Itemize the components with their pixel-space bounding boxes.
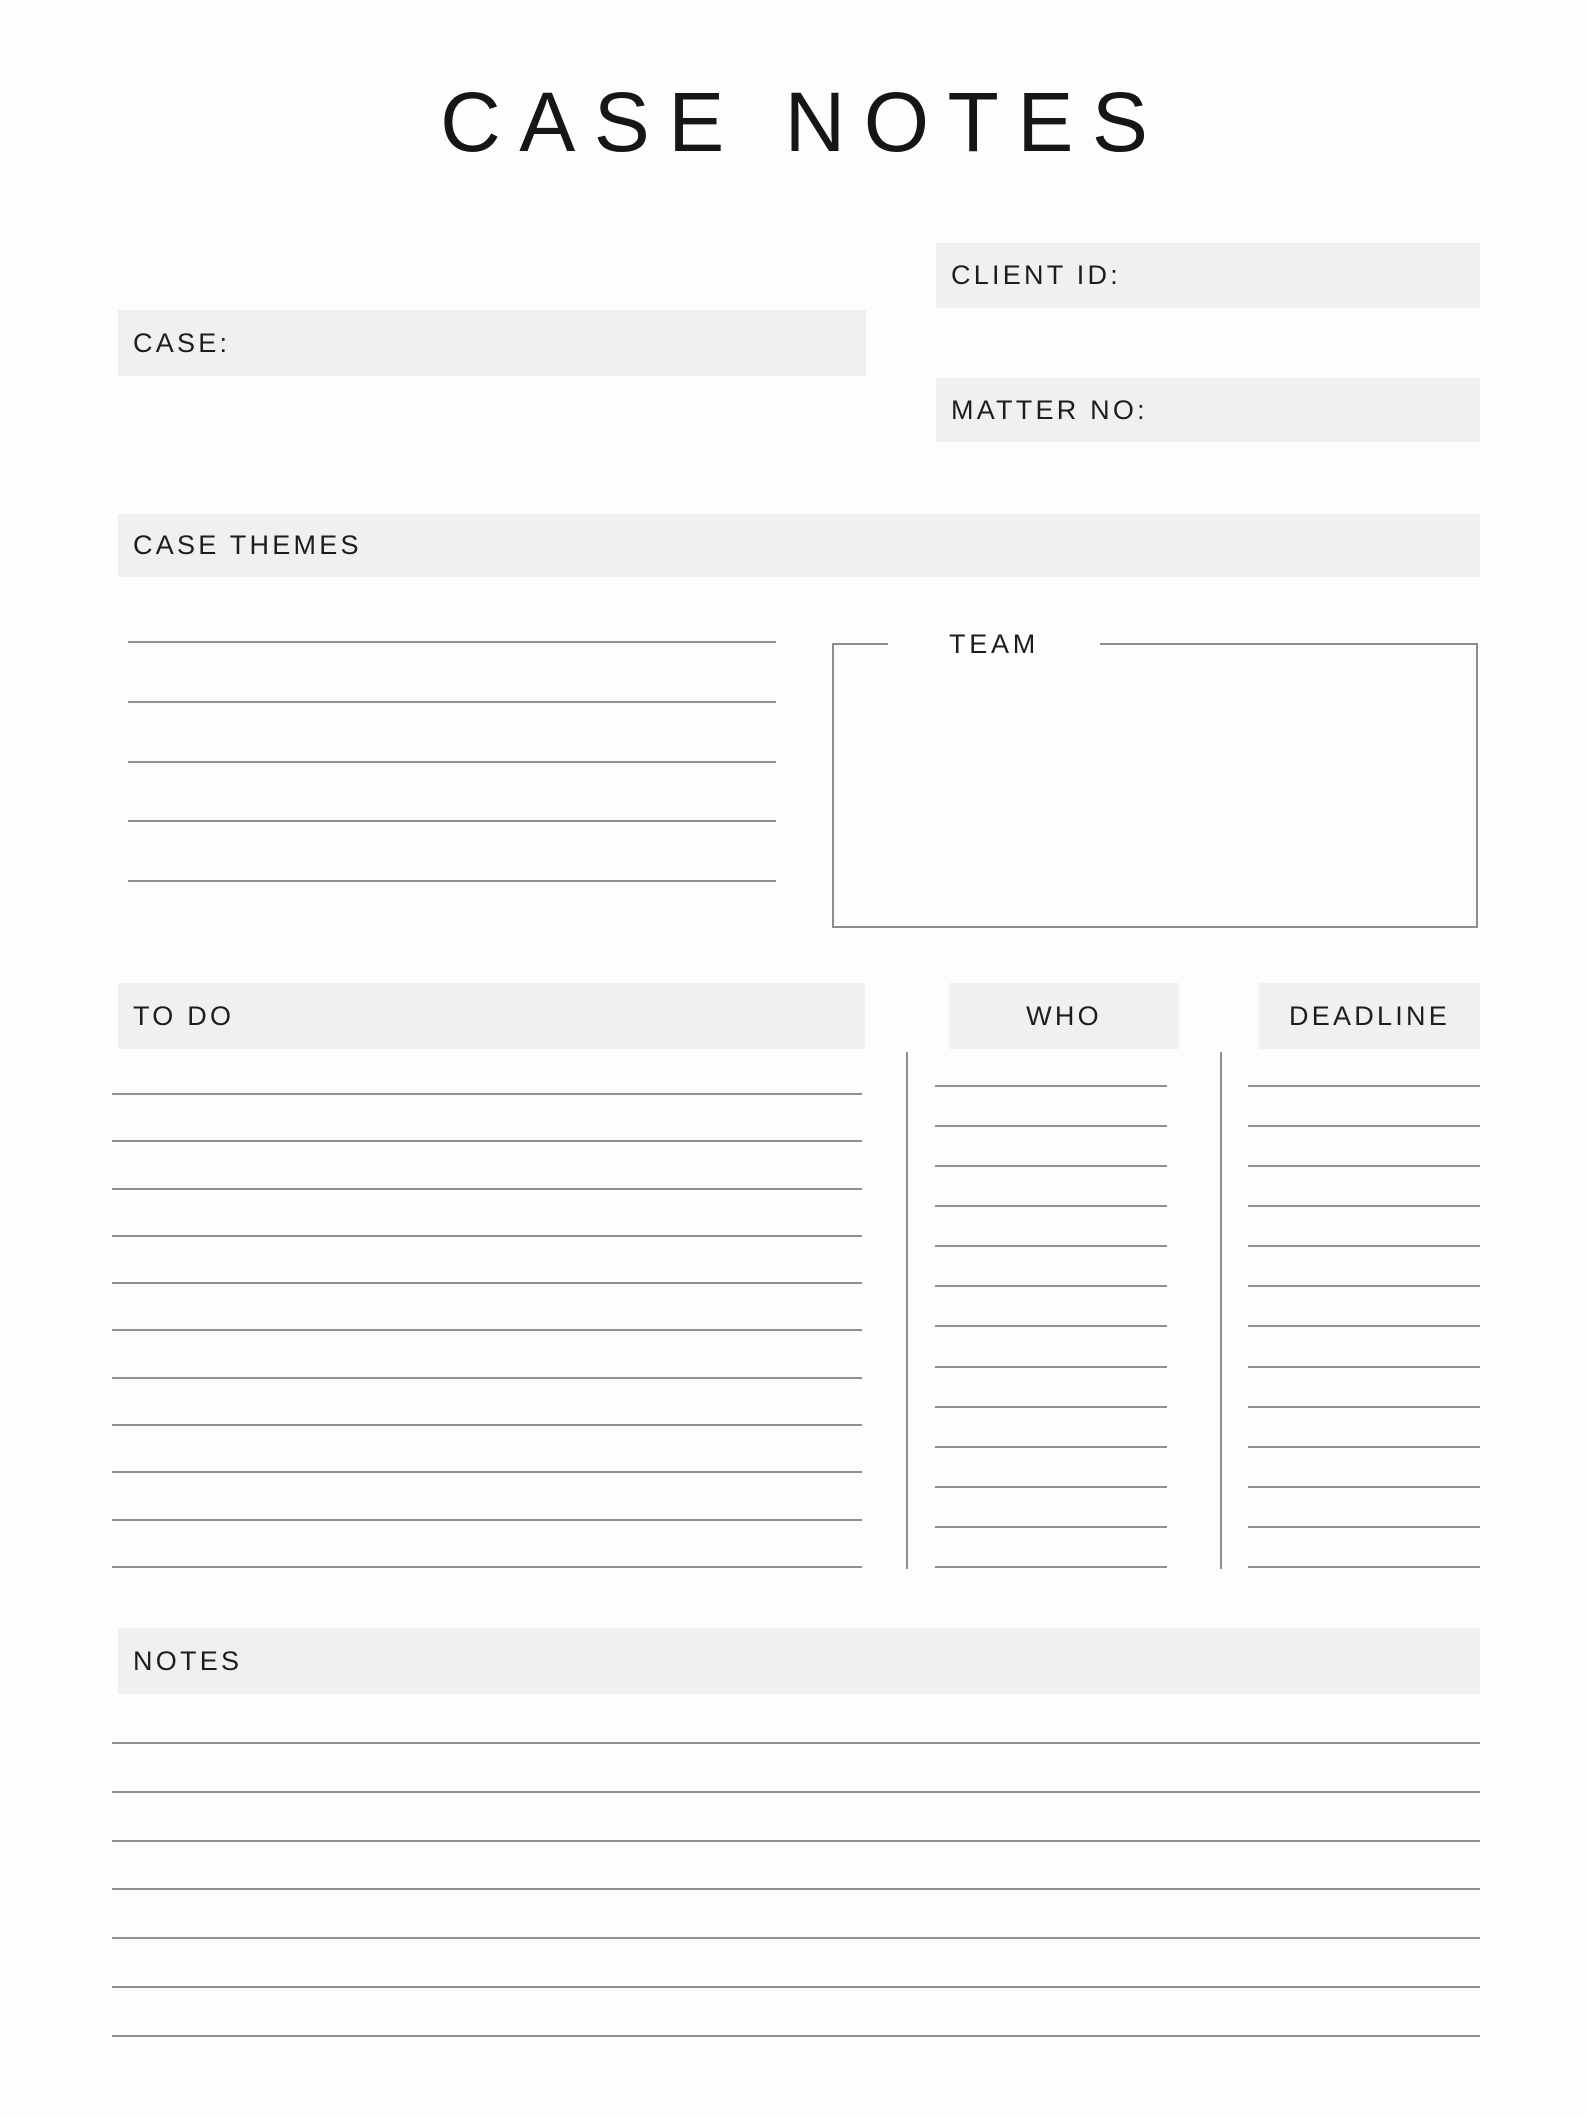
who-header bbox=[949, 983, 1179, 1049]
writing-line[interactable] bbox=[112, 1791, 1480, 1793]
writing-line[interactable] bbox=[1248, 1285, 1480, 1287]
writing-line[interactable] bbox=[112, 1329, 862, 1331]
matter-no-label: MATTER NO: bbox=[951, 394, 1148, 425]
writing-line[interactable] bbox=[1248, 1325, 1480, 1327]
team-label: TEAM bbox=[888, 627, 1100, 661]
todo-lines bbox=[112, 1093, 862, 1568]
case-themes-header bbox=[118, 514, 1480, 577]
column-divider bbox=[906, 1052, 908, 1569]
writing-line[interactable] bbox=[112, 1937, 1480, 1939]
writing-line[interactable] bbox=[935, 1446, 1167, 1448]
writing-line[interactable] bbox=[935, 1165, 1167, 1167]
writing-line[interactable] bbox=[935, 1486, 1167, 1488]
column-divider bbox=[1220, 1052, 1222, 1569]
writing-line[interactable] bbox=[112, 1986, 1480, 1988]
writing-line[interactable] bbox=[112, 1093, 862, 1095]
writing-line[interactable] bbox=[1248, 1205, 1480, 1207]
todo-header bbox=[118, 983, 865, 1049]
writing-line[interactable] bbox=[1248, 1566, 1480, 1568]
writing-line[interactable] bbox=[935, 1125, 1167, 1127]
team-box[interactable] bbox=[832, 629, 1478, 928]
matter-no-field[interactable] bbox=[936, 378, 1480, 442]
notes-lines bbox=[112, 1742, 1480, 2037]
notes-label: NOTES bbox=[133, 1645, 243, 1676]
writing-line[interactable] bbox=[112, 1140, 862, 1142]
writing-line[interactable] bbox=[112, 1888, 1480, 1890]
case-themes-label: CASE THEMES bbox=[133, 530, 362, 560]
writing-line[interactable] bbox=[128, 641, 776, 643]
writing-line[interactable] bbox=[112, 1235, 862, 1237]
who-label: WHO bbox=[1026, 1000, 1102, 1031]
case-field[interactable] bbox=[118, 310, 866, 376]
deadline-header bbox=[1259, 983, 1480, 1049]
writing-line[interactable] bbox=[112, 1424, 862, 1426]
writing-line[interactable] bbox=[1248, 1486, 1480, 1488]
writing-line[interactable] bbox=[1248, 1245, 1480, 1247]
writing-line[interactable] bbox=[1248, 1165, 1480, 1167]
writing-line[interactable] bbox=[935, 1285, 1167, 1287]
writing-line[interactable] bbox=[112, 1519, 862, 1521]
writing-line[interactable] bbox=[112, 2035, 1480, 2037]
writing-line[interactable] bbox=[1248, 1406, 1480, 1408]
writing-line[interactable] bbox=[128, 820, 776, 822]
writing-line[interactable] bbox=[935, 1406, 1167, 1408]
writing-line[interactable] bbox=[935, 1245, 1167, 1247]
who-lines bbox=[935, 1085, 1167, 1568]
writing-line[interactable] bbox=[935, 1085, 1167, 1087]
writing-line[interactable] bbox=[935, 1566, 1167, 1568]
page-title: CASE NOTES bbox=[440, 75, 1167, 169]
writing-line[interactable] bbox=[1248, 1366, 1480, 1368]
writing-line[interactable] bbox=[112, 1188, 862, 1190]
writing-line[interactable] bbox=[112, 1742, 1480, 1744]
client-id-label: CLIENT ID: bbox=[951, 260, 1121, 290]
writing-line[interactable] bbox=[935, 1366, 1167, 1368]
writing-line[interactable] bbox=[1248, 1085, 1480, 1087]
writing-line[interactable] bbox=[1248, 1526, 1480, 1528]
writing-line[interactable] bbox=[128, 761, 776, 763]
case-label: CASE: bbox=[133, 327, 231, 358]
writing-line[interactable] bbox=[112, 1282, 862, 1284]
writing-line[interactable] bbox=[935, 1526, 1167, 1528]
notes-header bbox=[118, 1628, 1480, 1694]
deadline-label: DEADLINE bbox=[1289, 1000, 1450, 1031]
client-id-field[interactable] bbox=[936, 243, 1480, 308]
writing-line[interactable] bbox=[935, 1205, 1167, 1207]
writing-line[interactable] bbox=[935, 1325, 1167, 1327]
writing-line[interactable] bbox=[128, 701, 776, 703]
deadline-lines bbox=[1248, 1085, 1480, 1568]
writing-line[interactable] bbox=[112, 1840, 1480, 1842]
writing-line[interactable] bbox=[1248, 1125, 1480, 1127]
writing-line[interactable] bbox=[1248, 1446, 1480, 1448]
writing-line[interactable] bbox=[112, 1377, 862, 1379]
writing-line[interactable] bbox=[128, 880, 776, 882]
case-themes-lines bbox=[128, 641, 776, 882]
writing-line[interactable] bbox=[112, 1566, 862, 1568]
todo-label: TO DO bbox=[133, 1000, 235, 1031]
writing-line[interactable] bbox=[112, 1471, 862, 1473]
